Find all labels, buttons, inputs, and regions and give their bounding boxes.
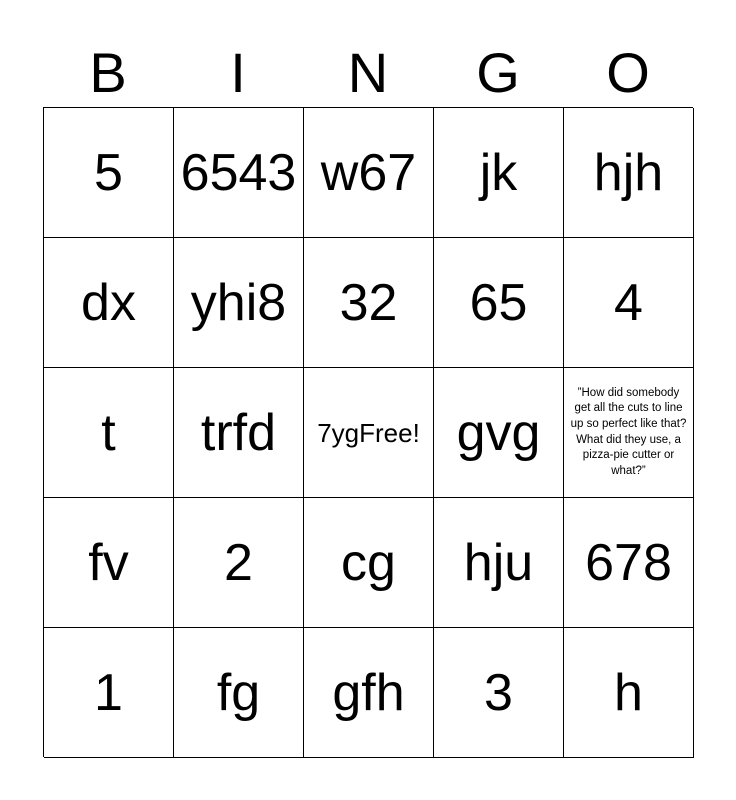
header-letter-i: I [230,41,246,104]
bingo-cell-r1-c4: jk [434,108,564,238]
bingo-cell-r5-c4: 3 [434,628,564,758]
bingo-cell-r4-c3: cg [304,498,434,628]
bingo-cell-r5-c5: h [564,628,694,758]
bingo-cell-r1-c1: 5 [44,108,174,238]
bingo-cell-r1-c5: hjh [564,108,694,238]
bingo-cell-r5-c2: fg [174,628,304,758]
bingo-header [43,38,693,108]
free-space-cell: 7ygFree! [304,368,434,498]
bingo-cell-r1-c2: 6543 [174,108,304,238]
bingo-cell-r2-c3: 32 [304,238,434,368]
bingo-cell-r5-c1: 1 [44,628,174,758]
bingo-cell-r3-c1: t [44,368,174,498]
bingo-cell-r2-c5: 4 [564,238,694,368]
bingo-cell-r5-c3: gfh [304,628,434,758]
bingo-cell-r1-c3: w67 [304,108,434,238]
header-letter-g: G [476,41,520,104]
bingo-cell-r2-c4: 65 [434,238,564,368]
bingo-cell-r4-c4: hju [434,498,564,628]
bingo-board [43,107,693,757]
bingo-cell-r3-c2: trfd [174,368,304,498]
bingo-cell-r4-c5: 678 [564,498,694,628]
bingo-cell-r3-c5-quote: ”How did somebody get all the cuts to line up so perfect like that? What did they use, a pizza-pie cutter or what?” [564,368,694,498]
bingo-cell-r3-c4: gvg [434,368,564,498]
bingo-cell-r4-c1: fv [44,498,174,628]
bingo-cell-r2-c2: yhi8 [174,238,304,368]
header-letter-o: O [606,41,650,104]
bingo-cell-r4-c2: 2 [174,498,304,628]
bingo-cell-r2-c1: dx [44,238,174,368]
header-letter-b: B [89,41,127,104]
header-letter-n: N [347,41,389,104]
